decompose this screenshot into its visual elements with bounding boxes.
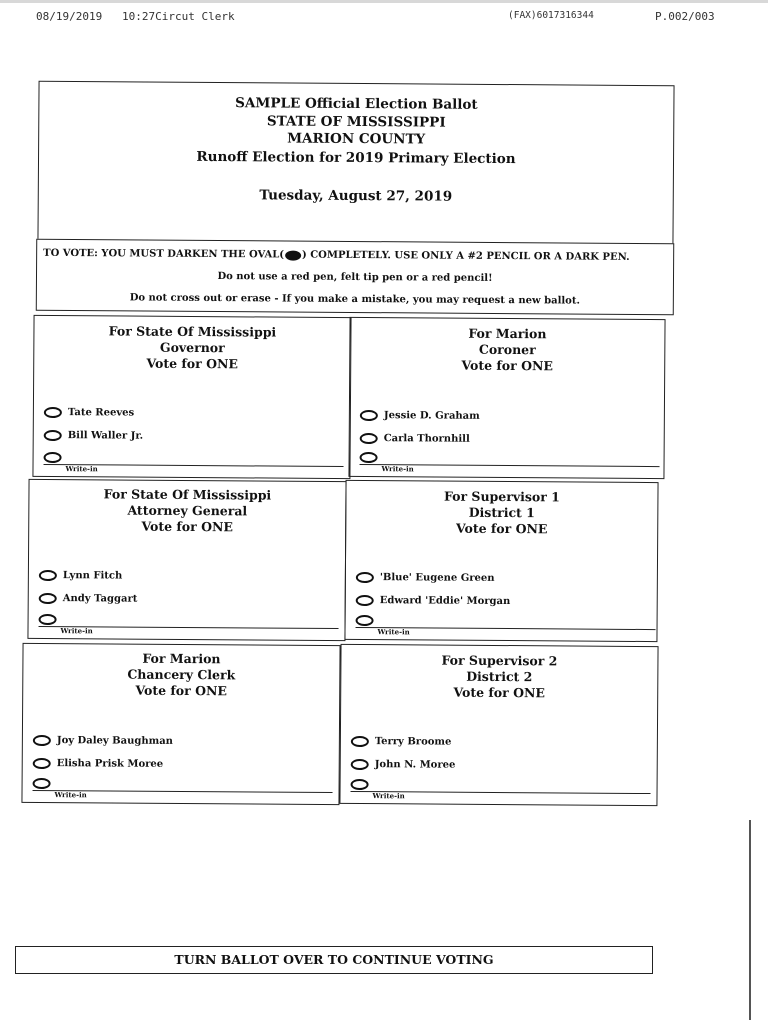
write-in-field[interactable]: [355, 621, 655, 637]
fax-number: (FAX)6017316344: [508, 10, 594, 21]
filled-oval-icon: [285, 250, 301, 260]
write-in-label: Write-in: [65, 464, 98, 474]
race-coroner: [348, 317, 665, 479]
race-vote-for: Vote for ONE: [455, 520, 548, 537]
race-office: Governor: [159, 339, 225, 356]
fax-time-sender: 10:27Circut Clerk: [122, 10, 235, 23]
candidate-name: Andy Taggart: [62, 593, 138, 605]
candidate-name: Tate Reeves: [67, 407, 135, 419]
instruction-line-3: Do not cross out or erase - If you make a mistake, you may request a new ballot.: [129, 292, 581, 307]
race-chancery-clerk: [21, 643, 340, 805]
race-office: Coroner: [478, 341, 536, 358]
candidate-name: Jessie D. Graham: [383, 410, 480, 422]
candidate-option[interactable]: [360, 433, 470, 448]
candidate-option[interactable]: [360, 410, 480, 425]
race-vote-for: Vote for ONE: [141, 518, 234, 535]
ballot-oval-icon[interactable]: [351, 759, 369, 770]
ballot-oval-icon[interactable]: [351, 736, 369, 747]
candidate-option[interactable]: [39, 570, 122, 585]
race-vote-for: Vote for ONE: [135, 682, 228, 699]
write-in-field[interactable]: [38, 620, 338, 636]
ballot-state: STATE OF MISSISSIPPI: [266, 113, 446, 131]
ballot-title: SAMPLE Official Election Ballot: [235, 95, 478, 113]
race-office: District 2: [466, 668, 533, 685]
race-heading-line: For State Of Mississippi: [103, 486, 272, 503]
race-heading-line: For Supervisor 2: [441, 652, 558, 669]
ballot-oval-icon[interactable]: [33, 735, 51, 746]
ballot-oval-icon[interactable]: [44, 430, 62, 441]
candidate-option[interactable]: [356, 595, 511, 610]
candidate-option[interactable]: [351, 736, 452, 751]
write-in-label: Write-in: [372, 791, 405, 801]
ballot-oval-icon[interactable]: [33, 778, 51, 789]
write-in-label: Write-in: [377, 627, 410, 637]
race-office: District 1: [468, 504, 535, 521]
instructions-box: [36, 239, 674, 315]
race-supervisor-2: [339, 644, 658, 806]
race-vote-for: Vote for ONE: [461, 357, 554, 374]
write-in-label: Write-in: [381, 464, 414, 474]
race-heading-line: For Marion: [468, 325, 547, 342]
race-heading-line: For Supervisor 1: [443, 488, 560, 505]
candidate-option[interactable]: [351, 759, 456, 774]
ballot-oval-icon[interactable]: [356, 572, 374, 583]
ballot-oval-icon[interactable]: [39, 614, 57, 625]
footer-box: [15, 946, 653, 974]
candidate-name: Joy Daley Baughman: [56, 735, 174, 747]
candidate-name: Edward 'Eddie' Morgan: [379, 595, 511, 608]
candidate-name: 'Blue' Eugene Green: [379, 572, 495, 584]
race-office: Attorney General: [127, 502, 248, 519]
candidate-name: John N. Moree: [374, 759, 456, 771]
candidate-option[interactable]: [356, 572, 495, 587]
ballot-oval-icon[interactable]: [351, 779, 369, 790]
write-in-label: Write-in: [54, 790, 87, 800]
ballot-oval-icon[interactable]: [44, 452, 62, 463]
ballot-oval-icon[interactable]: [360, 452, 378, 463]
race-office: Chancery Clerk: [127, 666, 236, 683]
race-vote-for: Vote for ONE: [146, 355, 239, 372]
turn-over-notice: TURN BALLOT OVER TO CONTINUE VOTING: [174, 952, 494, 967]
race-supervisor-1: [344, 480, 658, 642]
candidate-option[interactable]: [33, 735, 173, 750]
ballot-oval-icon[interactable]: [39, 593, 57, 604]
race-governor: [32, 315, 351, 479]
race-heading-line: For Marion: [142, 650, 221, 667]
write-in-field[interactable]: [359, 458, 659, 474]
fax-header: [0, 10, 768, 30]
ballot-oval-icon[interactable]: [44, 407, 62, 418]
candidate-name: Carla Thornhill: [383, 433, 470, 445]
instruction-line-1b: ) COMPLETELY. USE ONLY A #2 PENCIL OR A DARK PEN.: [301, 249, 630, 263]
write-in-label: Write-in: [60, 626, 93, 636]
fax-date: 08/19/2019: [36, 10, 103, 23]
ballot-oval-icon[interactable]: [356, 595, 374, 606]
ballot-oval-icon[interactable]: [360, 433, 378, 444]
ballot-county: MARION COUNTY: [287, 130, 426, 148]
candidate-option[interactable]: [44, 407, 134, 422]
candidate-name: Bill Waller Jr.: [67, 430, 144, 442]
write-in-field[interactable]: [350, 785, 650, 801]
instruction-line-2: Do not use a red pen, felt tip pen or a red pencil!: [217, 271, 493, 284]
ballot-oval-icon[interactable]: [356, 615, 374, 626]
write-in-field[interactable]: [32, 784, 332, 800]
instruction-line-1a: TO VOTE: YOU MUST DARKEN THE OVAL(: [43, 247, 285, 261]
instruction-line-1: [43, 248, 630, 263]
write-in-field[interactable]: [43, 458, 343, 474]
scan-artifact: [0, 0, 768, 3]
ballot-title-box: [37, 81, 674, 245]
candidate-option[interactable]: [39, 593, 138, 608]
ballot-oval-icon[interactable]: [360, 410, 378, 421]
race-attorney-general: [27, 479, 346, 641]
ballot-date: Tuesday, August 27, 2019: [259, 187, 453, 205]
scan-edge-line: [749, 820, 751, 1020]
ballot-oval-icon[interactable]: [33, 758, 51, 769]
ballot-election: Runoff Election for 2019 Primary Election: [196, 148, 516, 168]
race-vote-for: Vote for ONE: [453, 684, 546, 701]
candidate-name: Elisha Prisk Moree: [56, 758, 164, 770]
fax-page: P.002/003: [655, 10, 715, 23]
candidate-option[interactable]: [33, 758, 164, 773]
race-heading-line: For State Of Mississippi: [108, 323, 277, 340]
candidate-name: Terry Broome: [374, 736, 452, 748]
candidate-name: Lynn Fitch: [62, 570, 123, 582]
candidate-option[interactable]: [44, 430, 144, 445]
ballot-oval-icon[interactable]: [39, 570, 57, 581]
